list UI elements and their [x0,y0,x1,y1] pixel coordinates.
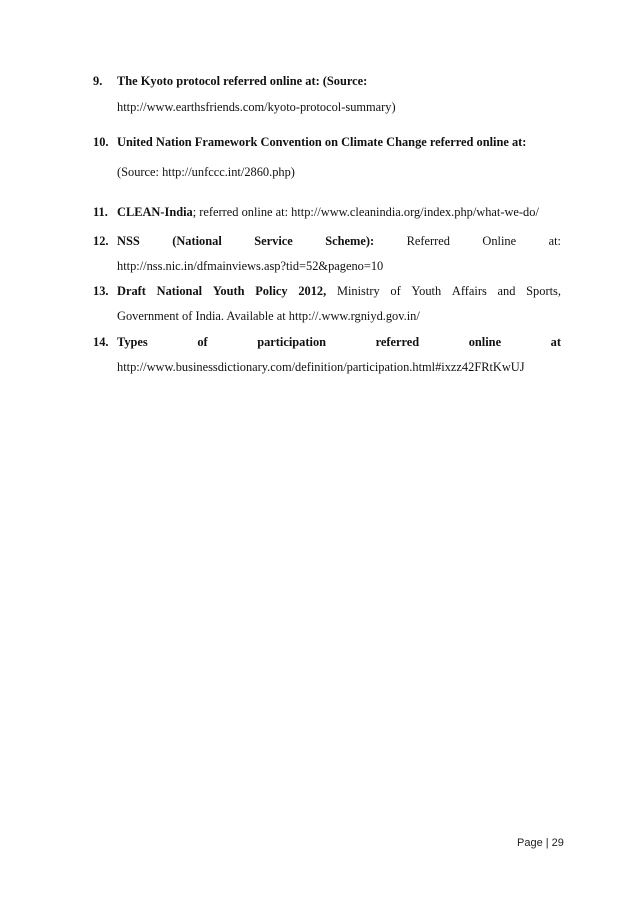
reference-number: 14. [93,335,109,349]
reference-word: participation [257,335,327,349]
reference-url: http://www.businessdictionary.com/definition/participation.html#ixzz42FRtKwUJ [117,360,525,374]
reference-word: Sports, [526,284,561,298]
reference-text: ; referred online at: http://www.cleanindia.org/index.php/what-we-do/ [192,205,539,219]
reference-title: The Kyoto protocol referred online at: (Source: [117,74,368,88]
reference-word: NSS [117,234,140,248]
reference-word: at [550,335,561,349]
reference-word: Draft [117,284,146,298]
reference-word: Policy [255,284,288,298]
reference-number: 9. [93,74,103,88]
reference-word: Types [117,335,148,349]
reference-url: http://www.earthsfriends.com/kyoto-protocol-summary) [117,100,396,114]
reference-word: 2012, [298,284,327,298]
page-number: Page | 29 [517,837,564,849]
reference-word: Online [482,234,517,248]
reference-word: online [468,335,502,349]
reference-word: Affairs [451,284,487,298]
reference-number: 10. [93,135,109,149]
reference-word: referred [375,335,420,349]
reference-word: and [497,284,516,298]
reference-word: of [197,335,208,349]
reference-number: 13. [93,284,109,298]
reference-source: (Source: http://unfccc.int/2860.php) [117,165,295,179]
reference-word: (National [172,234,222,248]
reference-word: of [390,284,401,298]
reference-text: Government of India. Available at http://.www.rgniyd.gov.in/ [117,309,420,323]
reference-word: Ministry [336,284,380,298]
reference-word: at: [548,234,561,248]
reference-word: National [156,284,203,298]
reference-title: CLEAN-India [117,205,193,219]
reference-number: 11. [93,205,108,219]
reference-title: United Nation Framework Convention on Climate Change referred online at: [117,135,527,149]
reference-url: http://nss.nic.in/dfmainviews.asp?tid=52&pageno=10 [117,259,384,273]
reference-number: 12. [93,234,109,248]
reference-word: Youth [212,284,245,298]
reference-word: Youth [411,284,442,298]
reference-word: Referred [406,234,450,248]
reference-word: Service [254,234,293,248]
reference-word: Scheme): [325,234,375,248]
